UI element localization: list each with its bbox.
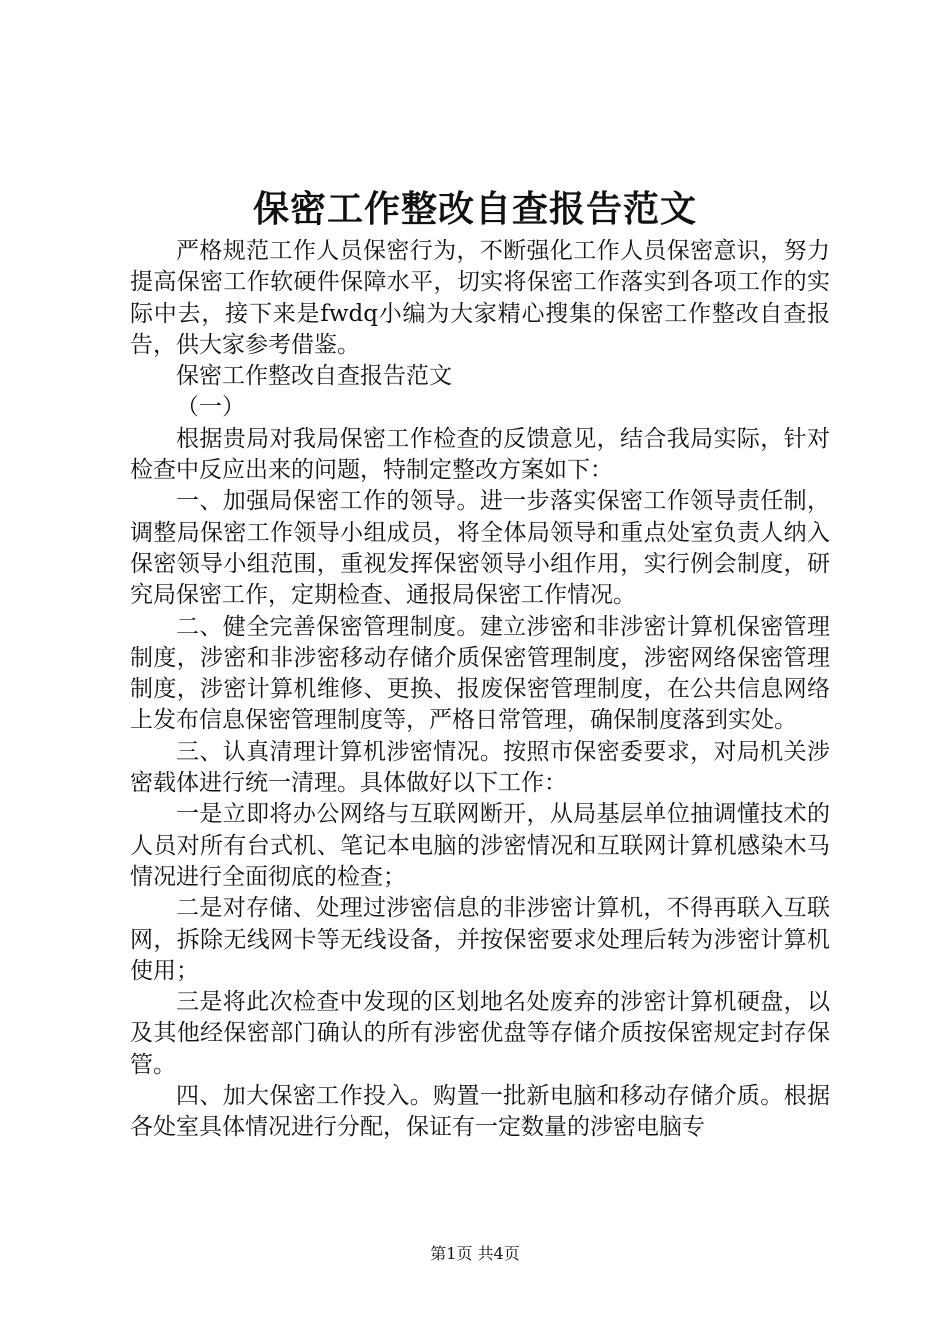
paragraph-preface: 根据贵局对我局保密工作检查的反馈意见，结合我局实际，针对检查中反应出来的问题，特制定整改方案如下：	[130, 425, 830, 484]
paragraph-subtitle: 保密工作整改自查报告范文	[176, 363, 452, 390]
paragraph-subitem-1: 一是立即将办公网络与互联网断开，从局基层单位抽调懂技术的人员对所有台式机、笔记本电脑的涉密情况和互联网计算机感染木马情况进行全面彻底的检查；	[130, 801, 830, 890]
page-footer: 第1页 共4页	[430, 1244, 520, 1263]
paragraph-item-1: 一、加强局保密工作的领导。进一步落实保密工作领导责任制，调整局保密工作领导小组成员，将全体局领导和重点处室负责人纳入保密领导小组范围，重视发挥保密领导小组作用，实行例会制度，研究局保密工作，定期检查、通报局保密工作情况。	[130, 488, 830, 609]
paragraph-intro: 严格规范工作人员保密行为，不断强化工作人员保密意识，努力提高保密工作软硬件保障水平，切实将保密工作落实到各项工作的实际中去，接下来是fwdq小编为大家精心搜集的保密工作整改自查报告，供大家参考借鉴。	[130, 238, 830, 358]
paragraph-subitem-2: 二是对存储、处理过涉密信息的非涉密计算机，不得再联入互联网，拆除无线网卡等无线设备，并按保密要求处理后转为涉密计算机使用；	[130, 895, 830, 984]
paragraph-item-3: 三、认真清理计算机涉密情况。按照市保密委要求，对局机关涉密载体进行统一清理。具体做好以下工作：	[130, 738, 830, 797]
document-body	[130, 236, 830, 1144]
paragraph-subitem-3: 三是将此次检查中发现的区划地名处废弃的涉密计算机硬盘，以及其他经保密部门确认的所有涉密优盘等存储介质按保密规定封存保管。	[130, 989, 830, 1078]
page-title: 保密工作整改自查报告范文	[252, 188, 697, 230]
paragraph-section-number: （一）	[176, 394, 245, 421]
paragraph-item-2: 二、健全完善保密管理制度。建立涉密和非涉密计算机保密管理制度，涉密和非涉密移动存储介质保密管理制度，涉密网络保密管理制度，涉密计算机维修、更换、报废保密管理制度，在公共信息网络上发布信息保密管理制度等，严格日常管理，确保制度落到实处。	[130, 613, 830, 734]
paragraph-item-4: 四、加大保密工作投入。购置一批新电脑和移动存储介质。根据各处室具体情况进行分配，保证有一定数量的涉密电脑专	[130, 1083, 830, 1141]
